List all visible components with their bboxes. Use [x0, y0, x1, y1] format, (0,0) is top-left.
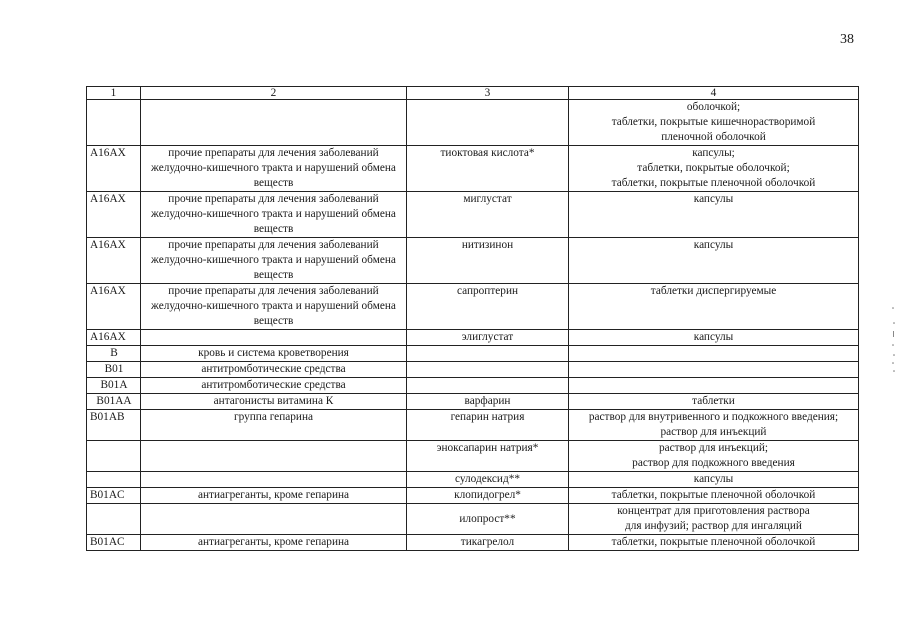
atc-code-cell: [87, 504, 141, 535]
dosage-form-cell: [569, 378, 859, 394]
column-header: 1: [87, 87, 141, 100]
table-row: [87, 192, 859, 238]
atc-code-cell: B01: [87, 362, 141, 378]
dosage-form-cell: [569, 362, 859, 378]
drug-name-cell: илопрост**: [407, 504, 569, 535]
atc-code-cell: A16AX: [87, 146, 141, 192]
table-row: [87, 488, 859, 504]
page-number: 38: [840, 32, 854, 47]
drug-table: [86, 86, 859, 551]
column-header: 3: [407, 87, 569, 100]
drug-name-cell: [407, 100, 569, 146]
scan-dots-graphic: [891, 305, 897, 375]
pharmacological-group-cell: прочие препараты для лечения заболеваний желудочно-кишечного тракта и нарушений обмена веществ: [141, 192, 407, 238]
dosage-form-cell: таблетки, покрытые пленочной оболочкой: [569, 488, 859, 504]
pharmacological-group-cell: [141, 330, 407, 346]
dosage-form-cell: таблетки: [569, 394, 859, 410]
drug-name-cell: нитизинон: [407, 238, 569, 284]
drug-name-cell: [407, 378, 569, 394]
atc-code-cell: A16AX: [87, 330, 141, 346]
dosage-form-cell: капсулы: [569, 472, 859, 488]
dosage-form-cell: капсулы: [569, 192, 859, 238]
atc-code-cell: A16AX: [87, 284, 141, 330]
drug-name-cell: гепарин натрия: [407, 410, 569, 441]
atc-code-cell: B01AB: [87, 410, 141, 441]
atc-code-cell: B01AC: [87, 535, 141, 551]
atc-code-cell: [87, 441, 141, 472]
dosage-form-cell: концентрат для приготовления раствора для инфузий; раствор для ингаляций: [569, 504, 859, 535]
drug-name-cell: тиоктовая кислота*: [407, 146, 569, 192]
dosage-form-cell: капсулы: [569, 238, 859, 284]
atc-code-cell: A16AX: [87, 238, 141, 284]
drug-name-cell: элиглустат: [407, 330, 569, 346]
pharmacological-group-cell: [141, 100, 407, 146]
column-header: 4: [569, 87, 859, 100]
dosage-form-cell: раствор для внутривенного и подкожного введения; раствор для инъекций: [569, 410, 859, 441]
dosage-form-cell: [569, 346, 859, 362]
drug-name-cell: варфарин: [407, 394, 569, 410]
atc-code-cell: B01A: [87, 378, 141, 394]
pharmacological-group-cell: [141, 472, 407, 488]
pharmacological-group-cell: [141, 504, 407, 535]
pharmacological-group-cell: кровь и система кроветворения: [141, 346, 407, 362]
atc-code-cell: B01AA: [87, 394, 141, 410]
pharmacological-group-cell: группа гепарина: [141, 410, 407, 441]
pharmacological-group-cell: прочие препараты для лечения заболеваний желудочно-кишечного тракта и нарушений обмена веществ: [141, 146, 407, 192]
table-row: [87, 504, 859, 535]
pharmacological-group-cell: прочие препараты для лечения заболеваний желудочно-кишечного тракта и нарушений обмена веществ: [141, 284, 407, 330]
table-row: [87, 394, 859, 410]
drug-name-cell: сулодексид**: [407, 472, 569, 488]
drug-name-cell: сапроптерин: [407, 284, 569, 330]
dosage-form-cell: капсулы; таблетки, покрытые оболочкой; таблетки, покрытые пленочной оболочкой: [569, 146, 859, 192]
scan-artifact-marks: [891, 305, 897, 375]
drug-name-cell: клопидогрел*: [407, 488, 569, 504]
table-row: [87, 100, 859, 146]
dosage-form-cell: капсулы: [569, 330, 859, 346]
pharmacological-group-cell: антитромботические средства: [141, 378, 407, 394]
table-row: [87, 238, 859, 284]
table-row: [87, 410, 859, 441]
pharmacological-group-cell: антагонисты витамина К: [141, 394, 407, 410]
pharmacological-group-cell: [141, 441, 407, 472]
dosage-form-cell: таблетки, покрытые пленочной оболочкой: [569, 535, 859, 551]
pharmacological-group-cell: прочие препараты для лечения заболеваний желудочно-кишечного тракта и нарушений обмена веществ: [141, 238, 407, 284]
atc-code-cell: A16AX: [87, 192, 141, 238]
table-row: [87, 472, 859, 488]
dosage-form-cell: оболочкой; таблетки, покрытые кишечнорастворимой пленочной оболочкой: [569, 100, 859, 146]
column-header: 2: [141, 87, 407, 100]
atc-code-cell: B: [87, 346, 141, 362]
drug-name-cell: миглустат: [407, 192, 569, 238]
atc-code-cell: B01AC: [87, 488, 141, 504]
drug-name-cell: тикагрелол: [407, 535, 569, 551]
pharmacological-group-cell: антиагреганты, кроме гепарина: [141, 535, 407, 551]
table-row: [87, 330, 859, 346]
dosage-form-cell: таблетки диспергируемые: [569, 284, 859, 330]
table-row: [87, 441, 859, 472]
drug-name-cell: [407, 346, 569, 362]
table-row: [87, 378, 859, 394]
dosage-form-cell: раствор для инъекций; раствор для подкожного введения: [569, 441, 859, 472]
table-row: [87, 362, 859, 378]
atc-code-cell: [87, 472, 141, 488]
drug-name-cell: эноксапарин натрия*: [407, 441, 569, 472]
table-row: [87, 146, 859, 192]
pharmacological-group-cell: антиагреганты, кроме гепарина: [141, 488, 407, 504]
drug-name-cell: [407, 362, 569, 378]
table-row: [87, 284, 859, 330]
table-body: [87, 100, 859, 551]
table-row: [87, 346, 859, 362]
table-header-row: [87, 87, 859, 100]
pharmacological-group-cell: антитромботические средства: [141, 362, 407, 378]
atc-code-cell: [87, 100, 141, 146]
table-row: [87, 535, 859, 551]
